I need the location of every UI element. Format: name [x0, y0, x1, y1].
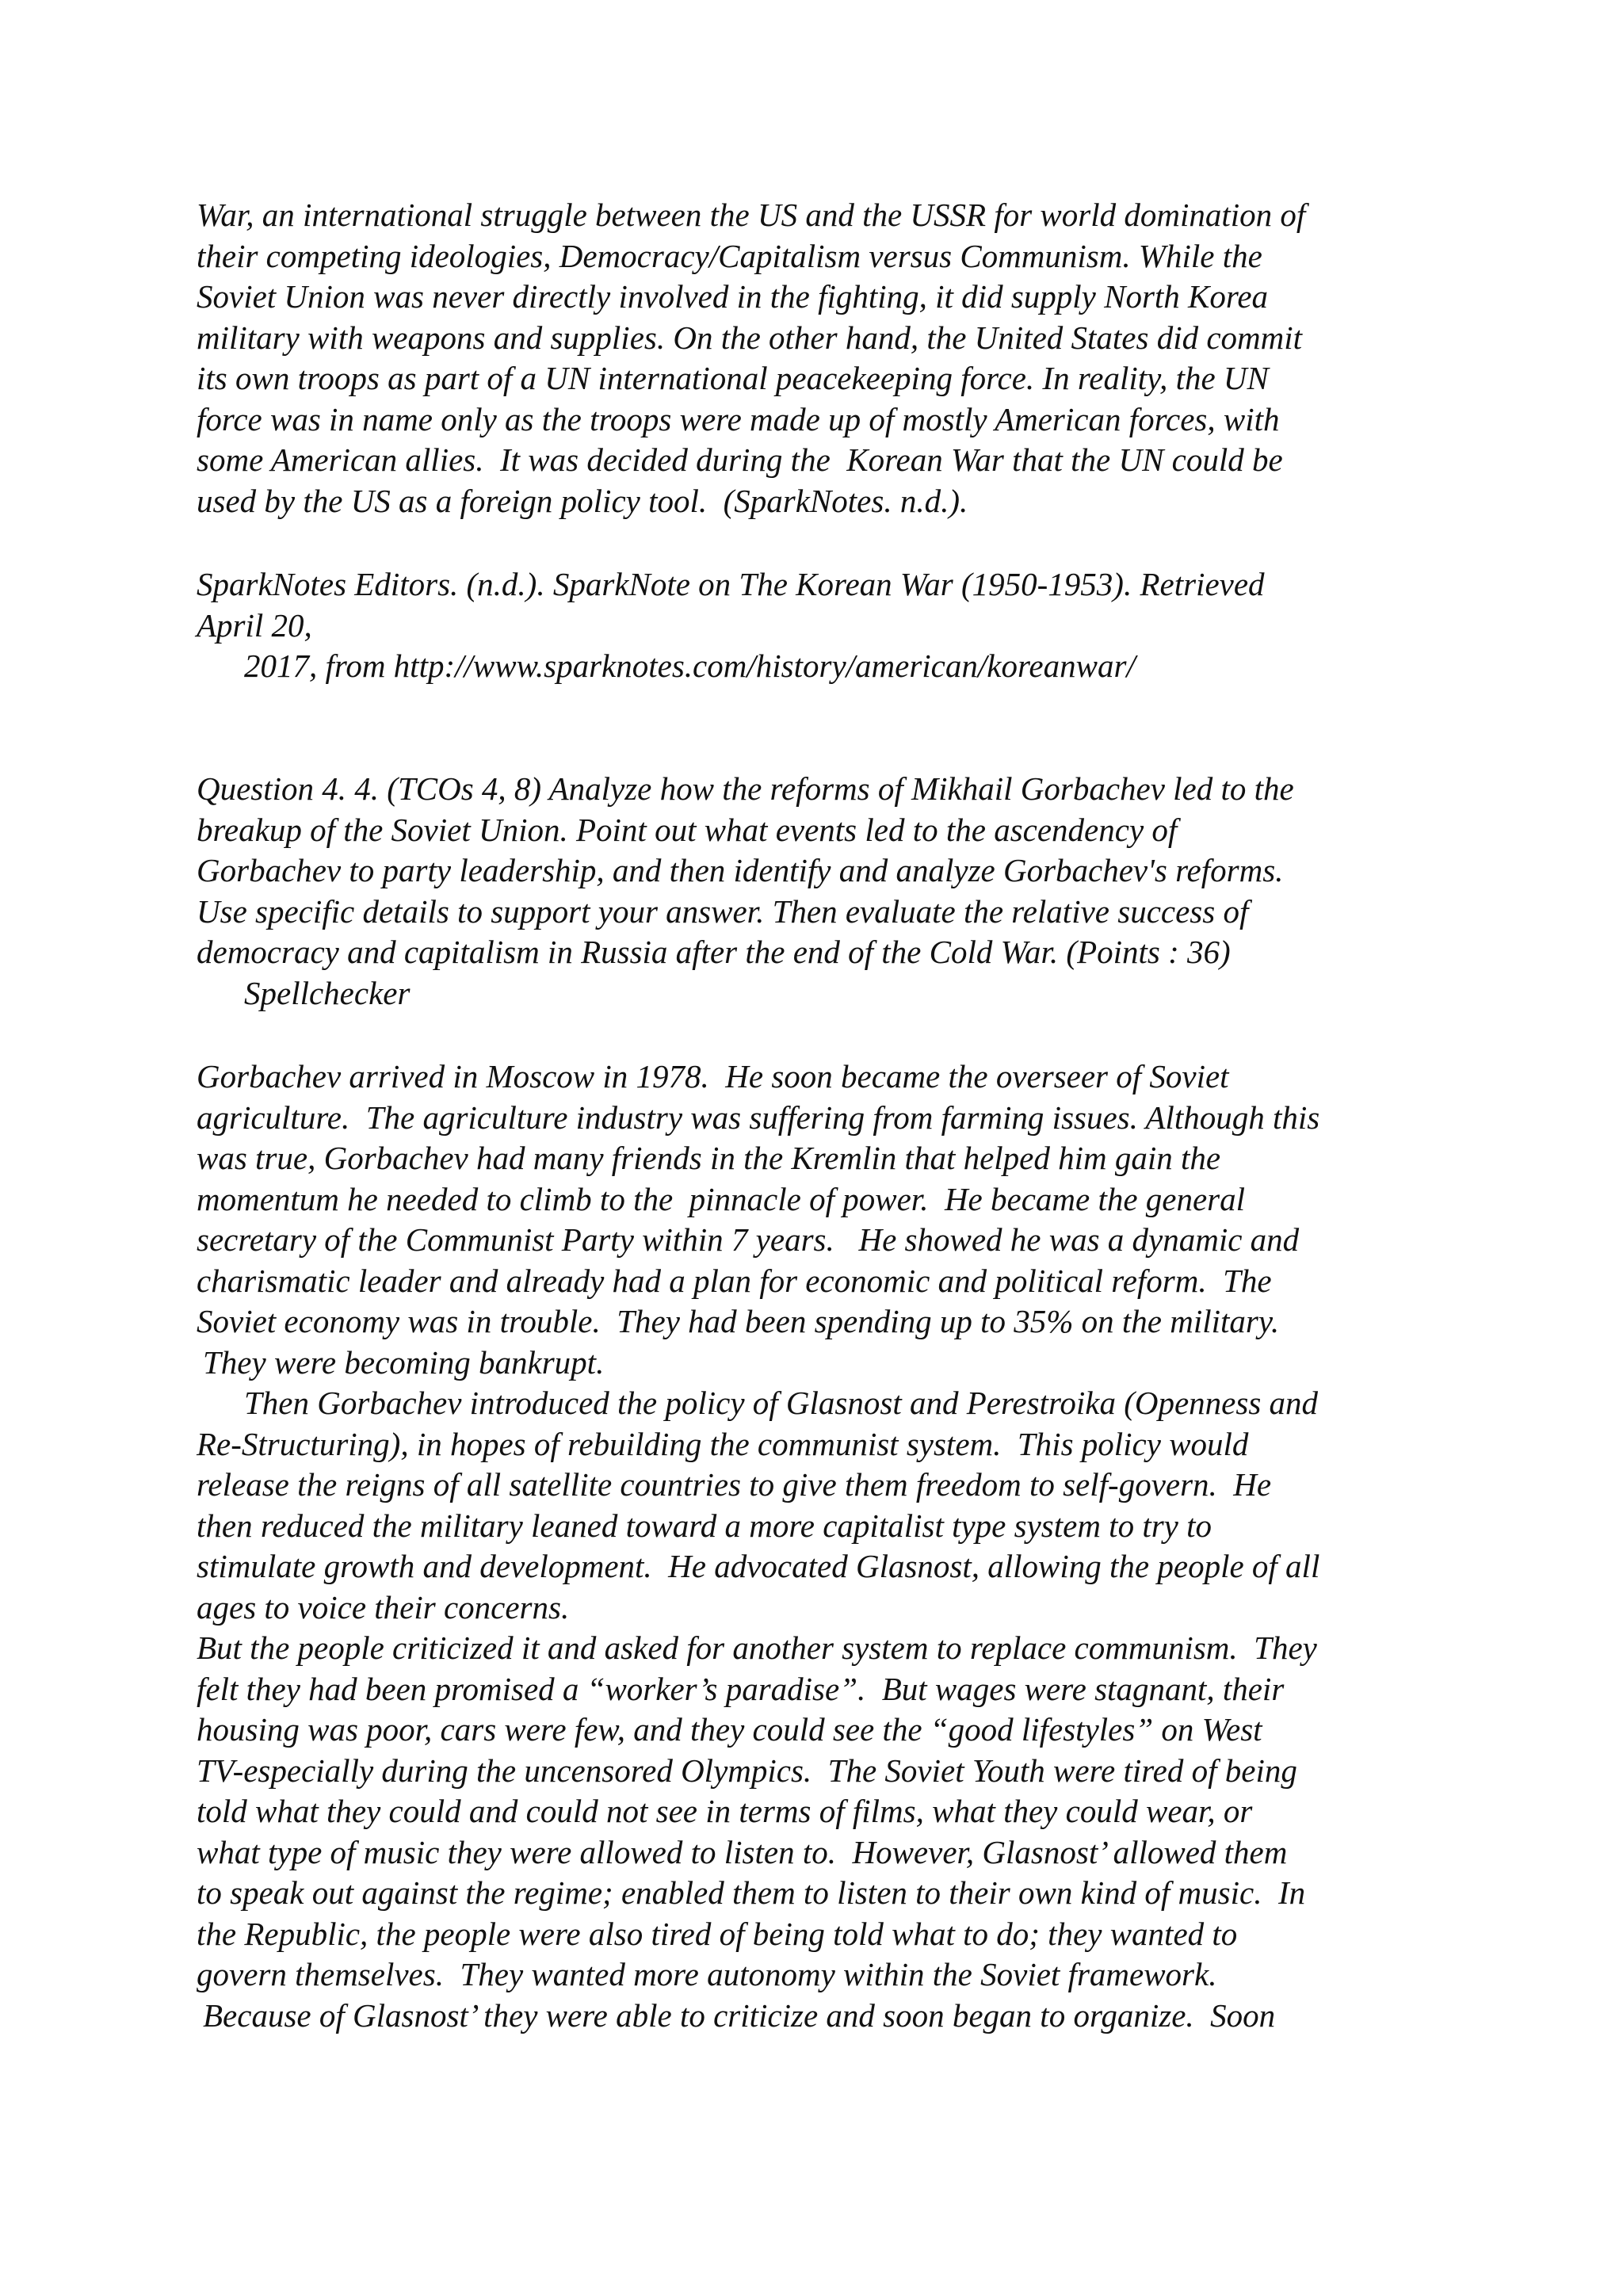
- korean-war-paragraph: [197, 195, 1465, 521]
- paragraph-line: its own troops as part of a UN international peacekeeping force. In reality, the UN: [197, 360, 1269, 396]
- answer-line: felt they had been promised a “worker’s paradise”. But wages were stagnant, their: [197, 1670, 1285, 1707]
- answer-line: secretary of the Communist Party within 7 years. He showed he was a dynamic and: [197, 1221, 1300, 1258]
- answer-line: govern themselves. They wanted more autonomy within the Soviet framework.: [197, 1956, 1217, 1992]
- answer-text: [197, 1056, 1465, 2036]
- answer-line: to speak out against the regime; enabled them to listen to their own kind of music. In: [197, 1874, 1306, 1911]
- answer-line: Soviet economy was in trouble. They had been spending up to 35% on the military.: [197, 1303, 1280, 1339]
- question-line: Use specific details to support your answer. Then evaluate the relative success of: [197, 892, 1249, 930]
- reference-line: SparkNotes Editors. (n.d.). SparkNote on The Korean War (1950-1953). Retrieved: [197, 566, 1265, 602]
- paragraph-line: Soviet Union was never directly involved in the fighting, it did supply North Korea: [197, 278, 1269, 315]
- answer-line: release the reigns of all satellite countries to give them freedom to self-govern. He: [197, 1466, 1272, 1503]
- answer-line: the Republic, the people were also tired of being told what to do; they wanted to: [197, 1915, 1238, 1952]
- question-line: breakup of the Soviet Union. Point out what events led to the ascendency of: [197, 811, 1178, 848]
- paragraph-line: military with weapons and supplies. On the other hand, the United States did commit: [197, 319, 1303, 356]
- question-prompt: [197, 769, 1465, 1014]
- answer-line: what type of music they were allowed to listen to. However, Glasnost’ allowed them: [197, 1833, 1288, 1870]
- answer-line: was true, Gorbachev had many friends in the Kremlin that helped him gain the: [197, 1140, 1221, 1176]
- answer-line: told what they could and could not see in terms of films, what they could wear, or: [197, 1793, 1253, 1829]
- answer-line: housing was poor, cars were few, and they could see the “good lifestyles” on West: [197, 1711, 1262, 1748]
- spellchecker-link[interactable]: Spellchecker: [244, 974, 411, 1011]
- answer-line: But the people criticized it and asked for another system to replace communism. They: [197, 1629, 1317, 1666]
- reference-line: 2017, from http://www.sparknotes.com/history/american/koreanwar/: [244, 648, 1136, 684]
- answer-line: ages to voice their concerns.: [197, 1588, 570, 1626]
- answer-line: Because of Glasnost’ they were able to criticize and soon began to organize. Soon: [203, 1996, 1276, 2034]
- answer-line: TV-especially during the uncensored Olympics. The Soviet Youth were tired of being: [197, 1752, 1297, 1789]
- paragraph-line: used by the US as a foreign policy tool. (SparkNotes. n.d.).: [197, 482, 968, 519]
- answer-line: Then Gorbachev introduced the policy of Glasnost and Perestroika (Openness and: [244, 1385, 1319, 1421]
- reference-citation: [197, 564, 1465, 687]
- paragraph-line: their competing ideologies, Democracy/Capitalism versus Communism. While the: [197, 237, 1262, 274]
- answer-line: then reduced the military leaned toward a more capitalist type system to try to: [197, 1507, 1212, 1544]
- answer-line: They were becoming bankrupt.: [203, 1343, 605, 1381]
- question-line: Question 4. 4. (TCOs 4, 8) Analyze how the reforms of Mikhail Gorbachev led to the: [197, 770, 1294, 807]
- answer-line: charismatic leader and already had a plan for economic and political reform. The: [197, 1262, 1272, 1299]
- paragraph-line: force was in name only as the troops were made up of mostly American forces, with: [197, 400, 1280, 437]
- answer-line: momentum he needed to climb to the pinnacle of power. He became the general: [197, 1180, 1246, 1217]
- reference-line: April 20,: [197, 606, 312, 644]
- answer-line: Gorbachev arrived in Moscow in 1978. He soon became the overseer of Soviet: [197, 1058, 1229, 1095]
- question-line: Gorbachev to party leadership, and then identify and analyze Gorbachev's reforms.: [197, 852, 1284, 888]
- question-line: democracy and capitalism in Russia after the end of the Cold War. (Points : 36): [197, 934, 1231, 970]
- answer-line: Re-Structuring), in hopes of rebuilding the communist system. This policy would: [197, 1425, 1249, 1462]
- paragraph-line: some American allies. It was decided during the Korean War that the UN could be: [197, 441, 1283, 478]
- answer-line: agriculture. The agriculture industry was suffering from farming issues. Although this: [197, 1098, 1320, 1136]
- answer-line: stimulate growth and development. He advocated Glasnost, allowing the people of all: [197, 1548, 1320, 1584]
- paragraph-line: War, an international struggle between the US and the USSR for world domination of: [197, 197, 1306, 233]
